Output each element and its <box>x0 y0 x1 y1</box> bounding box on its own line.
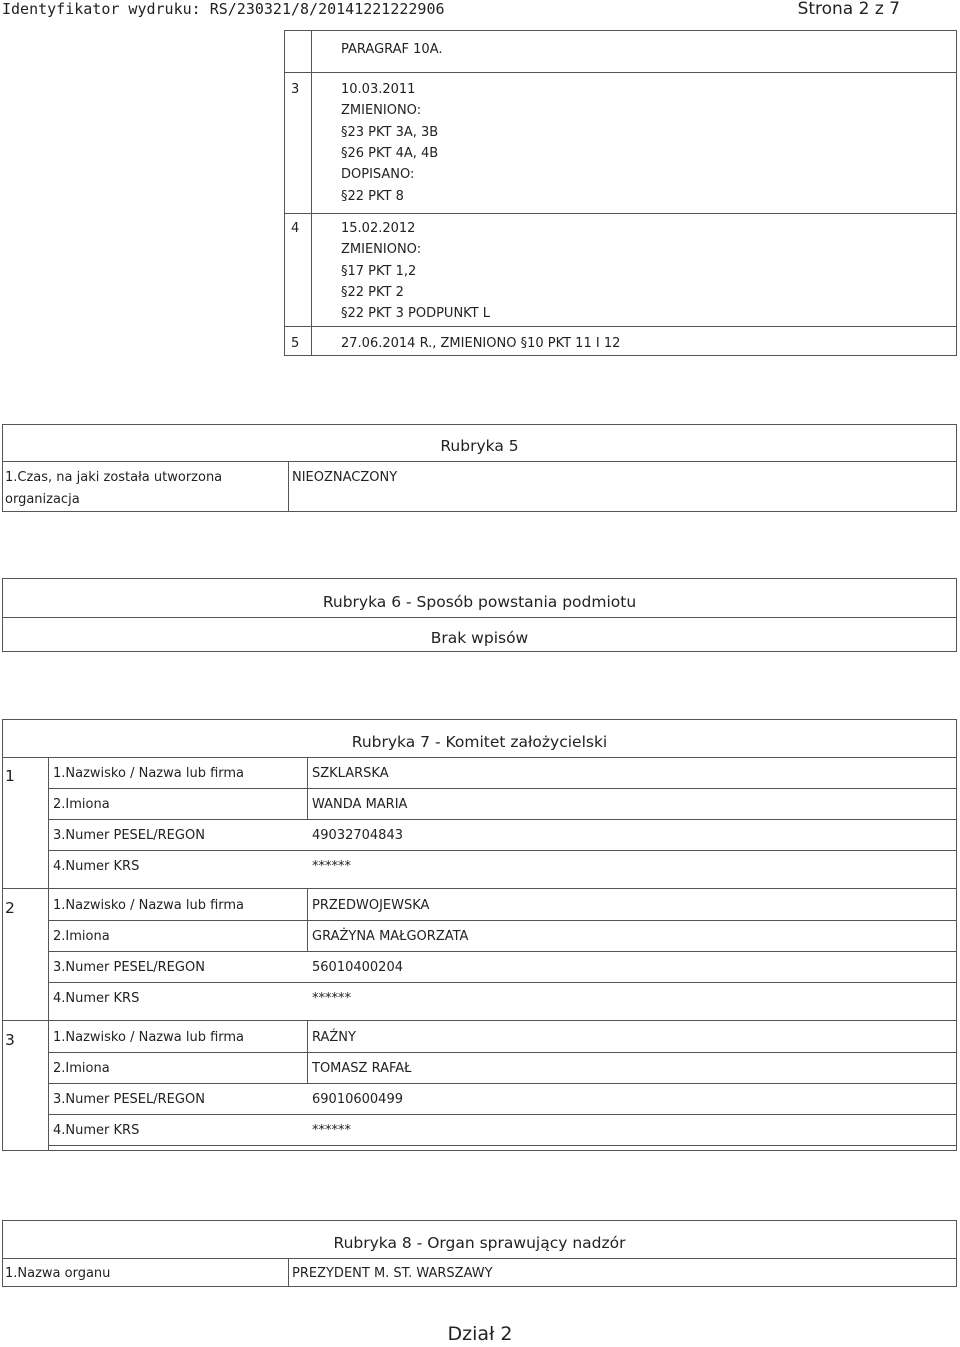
field-label-pesel: 3.Numer PESEL/REGON <box>53 828 205 843</box>
supervisory-body-value: PREZYDENT M. ST. WARSZAWY <box>292 1266 493 1281</box>
field-label-name: 1.Nazwisko / Nazwa lub firma <box>53 766 245 781</box>
member-first-names: TOMASZ RAFAŁ <box>312 1061 412 1076</box>
field-label-pesel: 3.Numer PESEL/REGON <box>53 960 205 975</box>
member-number: 3 <box>5 1031 15 1049</box>
empty-entries-text: Brak wpisów <box>430 629 529 647</box>
field-label-name: 1.Nazwisko / Nazwa lub firma <box>53 898 245 913</box>
member-number: 2 <box>5 899 15 917</box>
history-line: §22 PKT 3 PODPUNKT L <box>341 306 490 321</box>
member-krs: ****** <box>312 1123 351 1138</box>
member-surname: SZKLARSKA <box>312 766 389 781</box>
field-label-krs: 4.Numer KRS <box>53 991 140 1006</box>
field-label-krs: 4.Numer KRS <box>53 859 140 874</box>
rubryka-5-value: NIEOZNACZONY <box>292 470 398 485</box>
history-line: ZMIENIONO: <box>341 103 422 118</box>
field-label-first-names: 2.Imiona <box>53 1061 110 1076</box>
member-pesel: 69010600499 <box>312 1092 403 1107</box>
rubryka-5-label: 1.Czas, na jaki została utworzona <box>5 470 223 485</box>
history-line: §17 PKT 1,2 <box>341 264 417 279</box>
field-label-first-names: 2.Imiona <box>53 929 110 944</box>
member-krs: ****** <box>312 991 351 1006</box>
history-entry-num: 4 <box>291 221 300 236</box>
member-first-names: GRAŻYNA MAŁGORZATA <box>312 929 469 944</box>
history-line: §22 PKT 8 <box>341 189 404 204</box>
member-first-names: WANDA MARIA <box>312 797 408 812</box>
history-line: ZMIENIONO: <box>341 242 422 257</box>
member-surname: PRZEDWOJEWSKA <box>312 898 430 913</box>
history-line: 15.02.2012 <box>341 221 416 236</box>
rubryka-7-title: Rubryka 7 - Komitet założycielski <box>351 733 608 751</box>
history-line: §23 PKT 3A, 3B <box>341 125 439 140</box>
history-line: DOPISANO: <box>341 167 415 182</box>
page-number: Strona 2 z 7 <box>797 0 900 19</box>
supervisory-body-label: 1.Nazwa organu <box>5 1266 111 1281</box>
history-line: 10.03.2011 <box>341 82 416 97</box>
history-top-line: PARAGRAF 10A. <box>341 42 443 57</box>
field-label-pesel: 3.Numer PESEL/REGON <box>53 1092 205 1107</box>
history-entry-num: 5 <box>291 336 300 351</box>
member-number: 1 <box>5 767 15 785</box>
rubryka-8-title: Rubryka 8 - Organ sprawujący nadzór <box>333 1234 626 1252</box>
member-krs: ****** <box>312 859 351 874</box>
field-label-name: 1.Nazwisko / Nazwa lub firma <box>53 1030 245 1045</box>
member-pesel: 56010400204 <box>312 960 403 975</box>
rubryka-5-title: Rubryka 5 <box>440 437 519 455</box>
field-label-krs: 4.Numer KRS <box>53 1123 140 1138</box>
history-line: 27.06.2014 R., ZMIENIONO §10 PKT 11 I 12 <box>341 336 621 351</box>
history-line: §26 PKT 4A, 4B <box>341 146 439 161</box>
history-entry-num: 3 <box>291 82 300 97</box>
rubryka-6-title: Rubryka 6 - Sposób powstania podmiotu <box>322 593 637 611</box>
section-title: Dział 2 <box>447 1323 513 1345</box>
history-line: §22 PKT 2 <box>341 285 404 300</box>
print-identifier: Identyfikator wydruku: RS/230321/8/20141221222906 <box>2 0 445 18</box>
member-surname: RAŹNY <box>312 1030 356 1045</box>
member-pesel: 49032704843 <box>312 828 403 843</box>
field-label-first-names: 2.Imiona <box>53 797 110 812</box>
rubryka-5-label-cont: organizacja <box>5 492 80 507</box>
